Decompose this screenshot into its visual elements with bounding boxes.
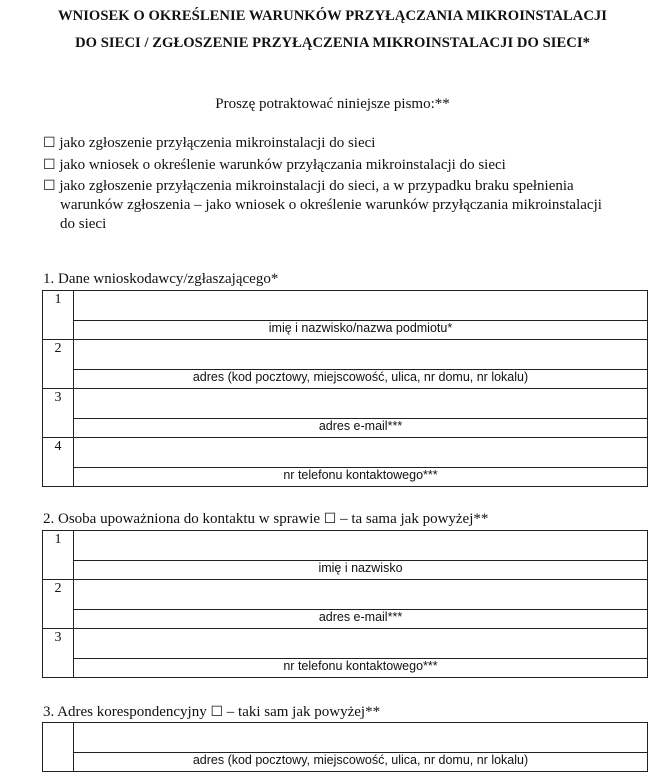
applicant-phone-field[interactable]	[74, 438, 648, 468]
field-label: adres (kod pocztowy, miejscowość, ulica, nr domu, nr lokalu)	[74, 370, 648, 389]
contact-name-field[interactable]	[74, 531, 648, 561]
field-label: adres e-mail***	[74, 419, 648, 438]
checkbox-icon[interactable]: ☐	[210, 704, 224, 720]
applicant-email-field[interactable]	[74, 389, 648, 419]
row-number: 3	[43, 389, 74, 438]
applicant-name-field[interactable]	[74, 291, 648, 321]
option-notification[interactable]	[43, 134, 643, 153]
checkbox-icon[interactable]: ☐	[43, 135, 56, 151]
form-title-line-1: WNIOSEK O OKREŚLENIE WARUNKÓW PRZYŁĄCZANIA MIKROINSTALACJI	[57, 8, 608, 24]
field-label: adres e-mail***	[74, 610, 648, 629]
contact-email-field[interactable]	[74, 580, 648, 610]
option-label: jako wniosek o określenie warunków przyłączania mikroinstalacji do sieci	[59, 157, 506, 173]
field-label: imię i nazwisko	[74, 561, 648, 580]
option-label: jako zgłoszenie przyłączenia mikroinstalacji do sieci	[59, 135, 376, 151]
contact-phone-field[interactable]	[74, 629, 648, 659]
field-label: adres (kod pocztowy, miejscowość, ulica, nr domu, nr lokalu)	[74, 753, 648, 772]
field-label: imię i nazwisko/nazwa podmiotu*	[74, 321, 648, 340]
section-1-heading: 1. Dane wnioskodawcy/zgłaszającego*	[43, 271, 279, 287]
row-number: 1	[43, 531, 74, 580]
applicant-data-table	[42, 290, 648, 487]
row-number: 4	[43, 438, 74, 487]
checkbox-icon[interactable]: ☐	[43, 157, 56, 173]
contact-person-table	[42, 530, 648, 678]
correspondence-address-table	[42, 722, 648, 772]
field-label: nr telefonu kontaktowego***	[74, 468, 648, 487]
row-number	[43, 723, 74, 772]
correspondence-address-field[interactable]	[74, 723, 648, 753]
section-3-heading: 3. Adres korespondencyjny ☐ – taki sam jak powyżej**	[43, 704, 381, 720]
row-number: 1	[43, 291, 74, 340]
section-2-heading: 2. Osoba upoważniona do kontaktu w sprawie ☐ – ta sama jak powyżej**	[43, 511, 489, 527]
row-number: 2	[43, 580, 74, 629]
option-label: jako zgłoszenie przyłączenia mikroinstalacji do sieci, a w przypadku braku spełnienia	[59, 178, 574, 194]
option-request-conditions[interactable]	[43, 156, 643, 175]
option-label-continuation: warunków zgłoszenia – jako wniosek o określenie warunków przyłączania mikroinstalacji	[60, 197, 602, 213]
intro-text: Proszę potraktować niniejsze pismo:**	[215, 96, 450, 112]
option-label-continuation: do sieci	[60, 216, 107, 232]
form-title-line-2: DO SIECI / ZGŁOSZENIE PRZYŁĄCZENIA MIKROINSTALACJI DO SIECI*	[75, 35, 590, 51]
field-label: nr telefonu kontaktowego***	[74, 659, 648, 678]
row-number: 3	[43, 629, 74, 678]
row-number: 2	[43, 340, 74, 389]
applicant-address-field[interactable]	[74, 340, 648, 370]
checkbox-icon[interactable]: ☐	[323, 511, 337, 527]
checkbox-icon[interactable]: ☐	[43, 178, 56, 194]
option-notification-or-request[interactable]	[43, 177, 643, 234]
